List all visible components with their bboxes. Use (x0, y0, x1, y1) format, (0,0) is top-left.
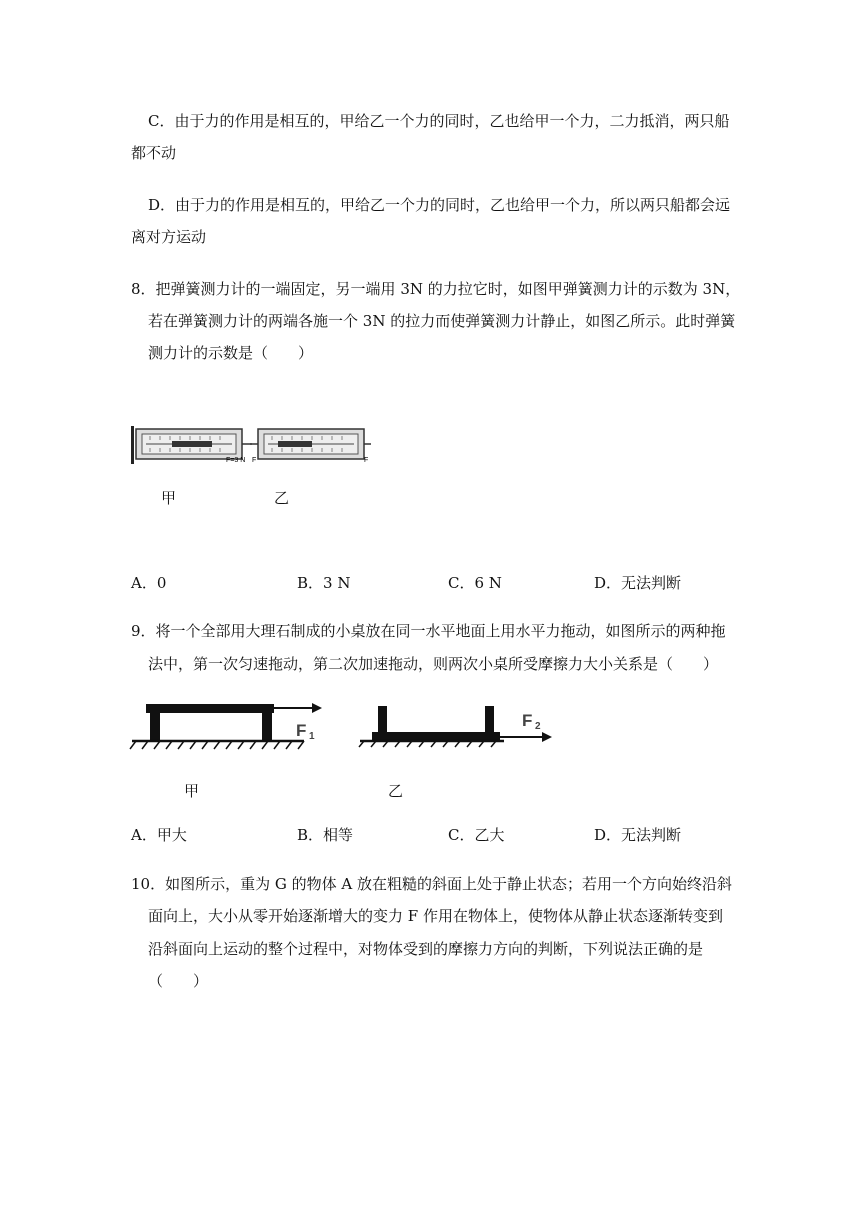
q8-force-label-a: F=3 N (226, 457, 246, 464)
q8-stem-line2: 若在弹簧测力计的两端各施一个 3N 的拉力而使弹簧测力计静止，如图乙所示。此时弹簧 (148, 312, 736, 330)
q8-spring-scale-figure (128, 424, 372, 466)
q8-option-d: D．无法判断 (594, 574, 682, 592)
q9-option-a: A．甲大 (131, 826, 187, 844)
q9-table-figure-a (128, 694, 328, 752)
q7-option-c-line2: 都不动 (131, 144, 177, 162)
q8-stem-line1: 8．把弹簧测力计的一端固定，另一端用 3N 的力拉它时，如图甲弹簧测力计的示数为 3N， (131, 280, 741, 298)
q9-force-a-sub: 1 (309, 731, 315, 742)
q8-option-a: A．0 (131, 574, 167, 592)
q9-force-b: F (522, 711, 533, 730)
q9-table-figure-b (358, 700, 558, 750)
q9-stem-line1: 9．将一个全部用大理石制成的小桌放在同一水平地面上用水平力拖动，如图所示的两种拖 (131, 622, 726, 640)
q9-force-a: F (296, 721, 307, 740)
q8-option-b: B．3 N (297, 574, 351, 592)
q9-option-d: D．无法判断 (594, 826, 682, 844)
q7-option-d-line2: 离对方运动 (131, 228, 207, 246)
q9-option-c: C．乙大 (448, 826, 505, 844)
q10-stem-line2: 面向上，大小从零开始逐渐增大的变力 F 作用在物体上，使物体从静止状态逐渐转变到 (148, 907, 723, 925)
q7-option-d-line1: D．由于力的作用是相互的，甲给乙一个力的同时，乙也给甲一个力，所以两只船都会远 (148, 196, 731, 214)
q9-figure-label-b: 乙 (388, 782, 404, 800)
q10-stem-line3: 沿斜面向上运动的整个过程中，对物体受到的摩擦力方向的判断，下列说法正确的是 (148, 940, 704, 958)
q9-figure-label-a: 甲 (184, 782, 200, 800)
q8-stem-line3: 测力计的示数是（ ） (148, 344, 314, 362)
q8-figure-label-a: 甲 (161, 489, 177, 507)
q9-stem-line2: 法中，第一次匀速拖动，第二次加速拖动，则两次小桌所受摩擦力大小关系是（ ） (148, 655, 719, 673)
q7-option-c-line1: C．由于力的作用是相互的，甲给乙一个力的同时，乙也给甲一个力，二力抵消，两只船 (148, 112, 730, 130)
q10-stem-line4: （ ） (148, 972, 209, 990)
q8-force-label-b1: F (252, 457, 257, 464)
q9-force-b-sub: 2 (535, 721, 541, 732)
q8-force-label-b2: F (364, 457, 369, 464)
q8-figure-label-b: 乙 (274, 489, 290, 507)
spring-scale-a (136, 429, 252, 459)
q10-stem-line1: 10．如图所示，重为 G 的物体 A 放在粗糙的斜面上处于静止状态；若用一个方向始终沿斜 (131, 875, 732, 893)
q8-option-c: C．6 N (448, 574, 502, 592)
q9-option-b: B．相等 (297, 826, 354, 844)
spring-scale-b (250, 429, 371, 459)
